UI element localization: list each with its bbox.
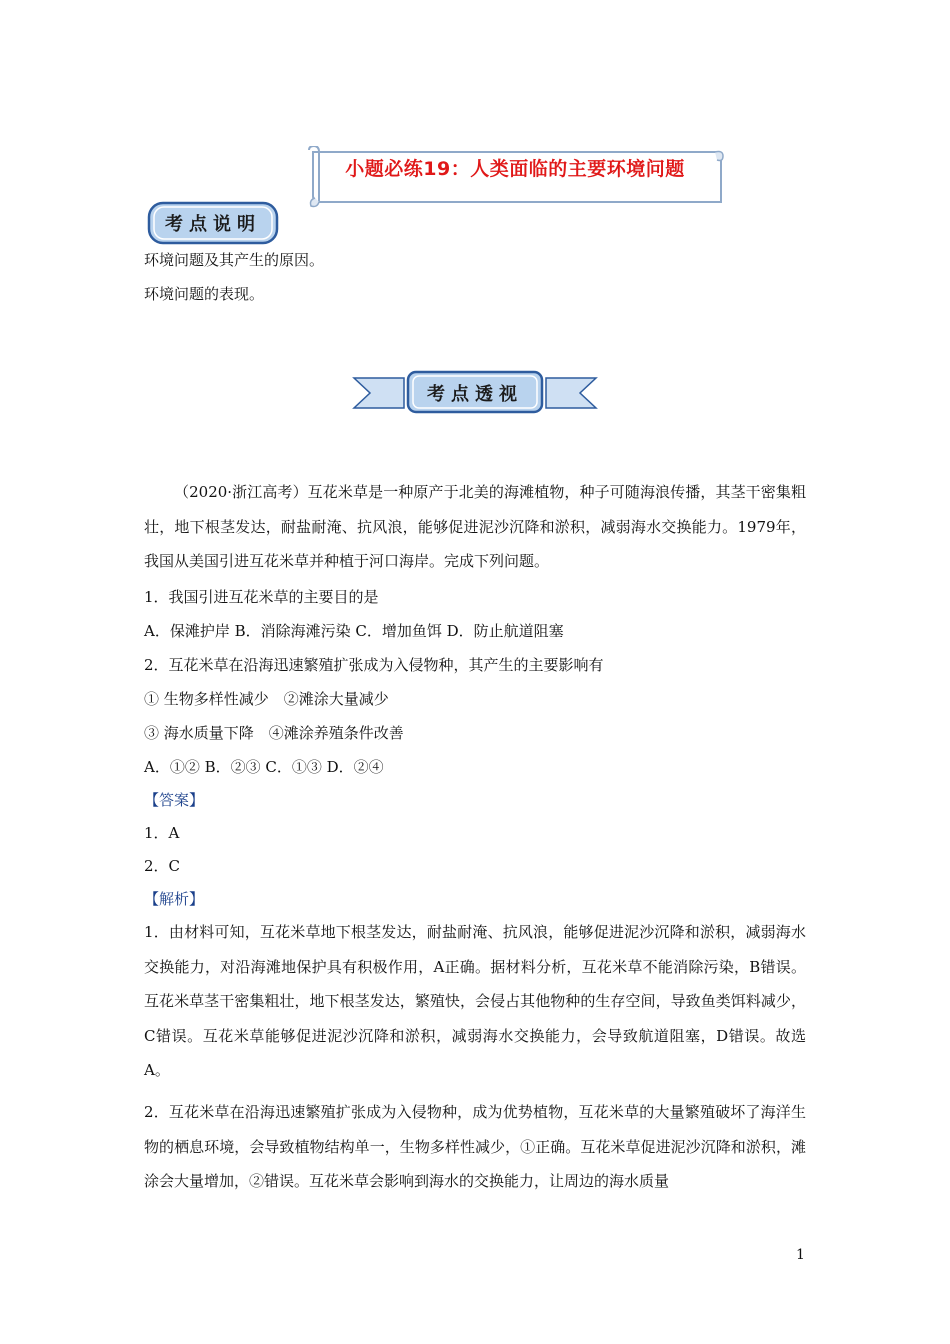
question-intro: （2020·浙江高考）互花米草是一种原产于北美的海滩植物，种子可随海浪传播，其茎干密集粗壮，地下根茎发达，耐盐耐淹、抗风浪，能够促进泥沙沉降和淤积，减弱海水交换能力。1979年，我国从美国引进互花米草并种植于河口海岸。完成下列问题。 <box>144 483 806 570</box>
answer-2: 2．C <box>144 857 181 875</box>
title-scroll-banner <box>305 146 725 208</box>
section-badge-description <box>146 200 280 246</box>
q1-stem: 1．我国引进互花米草的主要目的是 <box>144 588 379 606</box>
q2-options: A．①② B．②③ C．①③ D．②④ <box>144 758 384 776</box>
q2-stem: 2．互花米草在沿海迅速繁殖扩张成为入侵物种，其产生的主要影响有 <box>144 656 604 674</box>
q2-item-2: ③ 海水质量下降 ④滩涂养殖条件改善 <box>144 724 404 742</box>
section-badge-perspective <box>352 370 598 414</box>
answer-heading: 【答案】 <box>144 791 205 809</box>
page-number: 1 <box>796 1247 805 1263</box>
section-label: 考点透视 <box>427 384 523 405</box>
analysis-2: 2．互花米草在沿海迅速繁殖扩张成为入侵物种，成为优势植物，互花米草的大量繁殖破坏了海洋生物的栖息环境，会导致植物结构单一，生物多样性减少，①正确。互花米草促进泥沙沉降和淤积，滩涂会大量增加，②错误。互花米草会影响到海水的交换能力，让周边的海水质量 <box>144 1103 806 1190</box>
description-line-1: 环境问题及其产生的原因。 <box>144 251 325 269</box>
analysis-heading: 【解析】 <box>144 890 205 908</box>
description-line-2: 环境问题的表现。 <box>144 285 265 303</box>
answer-1: 1．A <box>144 824 180 842</box>
q1-options: A．保滩护岸 B．消除海滩污染 C．增加鱼饵 D．防止航道阻塞 <box>144 622 564 640</box>
q2-item-1: ① 生物多样性减少 ②滩涂大量减少 <box>144 690 389 708</box>
section-label: 考点说明 <box>165 214 261 235</box>
analysis-1: 1．由材料可知，互花米草地下根茎发达，耐盐耐淹、抗风浪，能够促进泥沙沉降和淤积，减弱海水交换能力，对沿海滩地保护具有积极作用，A正确。据材料分析，互花米草不能消除污染，B错误。互花米草茎干密集粗壮，地下根茎发达，繁殖快，会侵占其他物种的生存空间，导致鱼类饵料减少，C错误。互花米草能够促进泥沙沉降和淤积，减弱海水交换能力，会导致航道阻塞，D错误。故选A。 <box>144 923 806 1079</box>
page-title: 小题必练19：人类面临的主要环境问题 <box>345 158 685 180</box>
